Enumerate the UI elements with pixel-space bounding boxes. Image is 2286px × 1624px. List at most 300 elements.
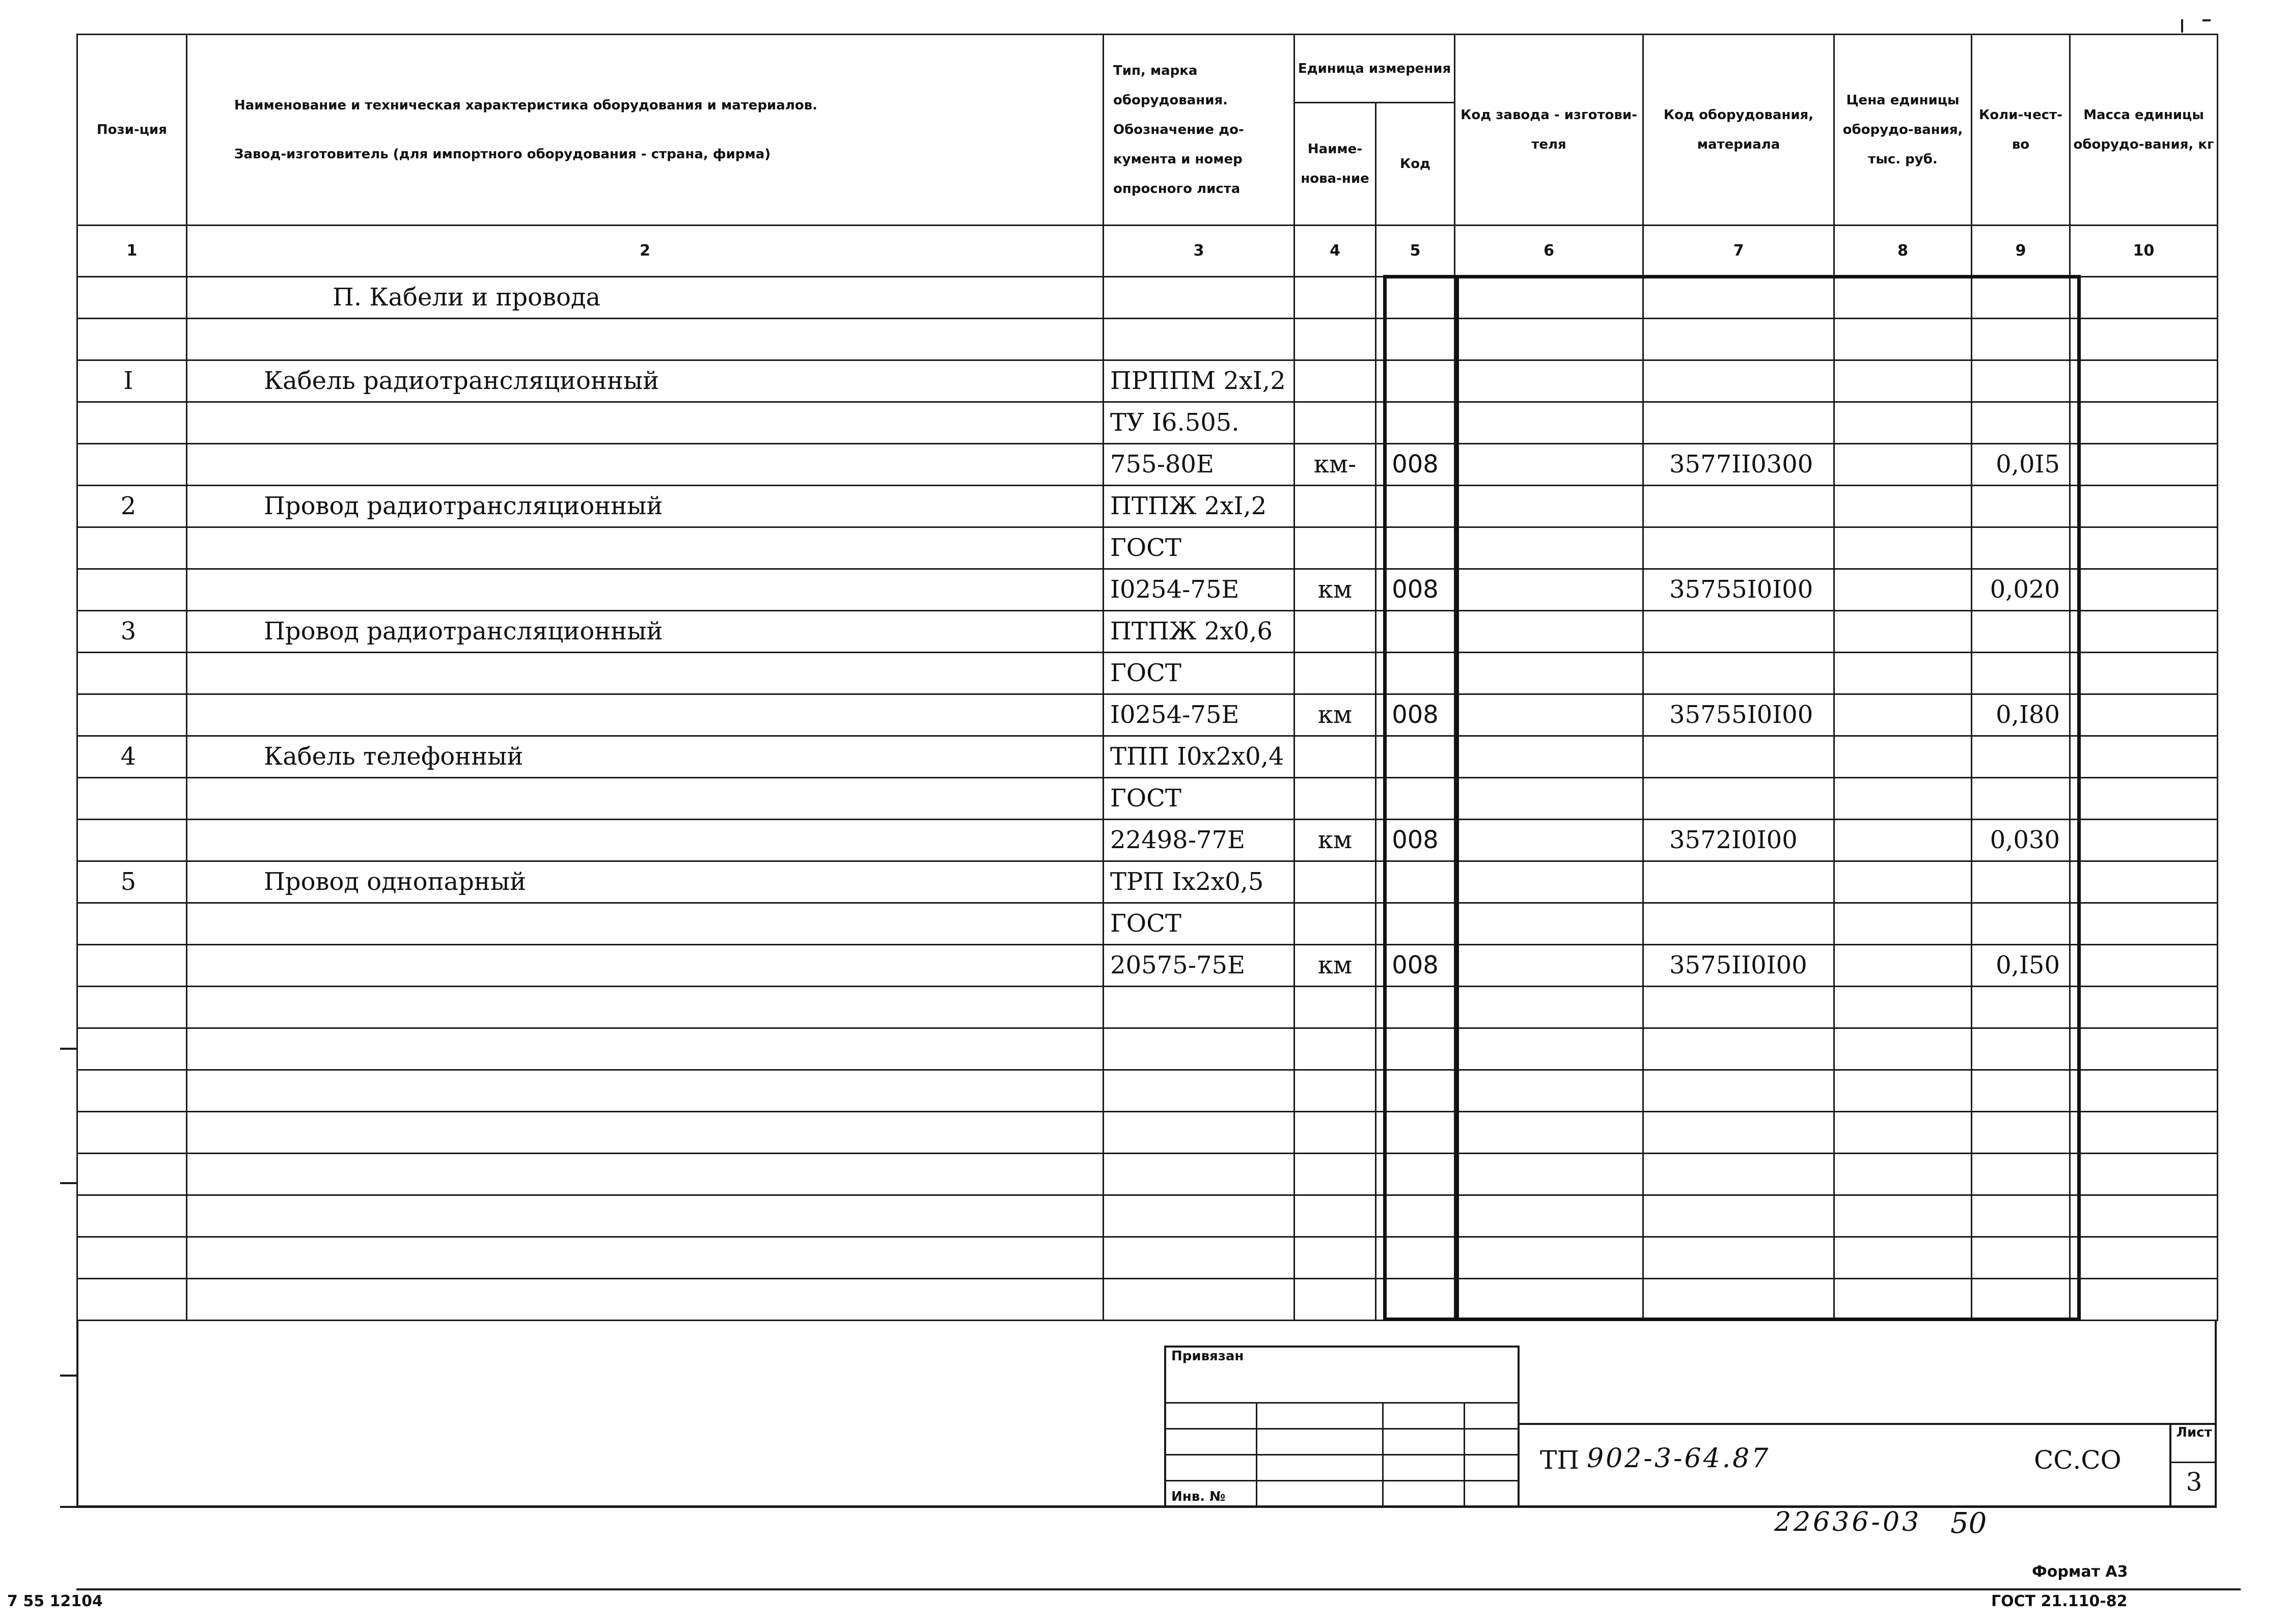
- row-mass: [2070, 778, 2218, 820]
- row-plant-code: [1455, 694, 1643, 736]
- row-unit-code: 008: [1376, 569, 1455, 611]
- column-number: 1: [77, 226, 187, 277]
- row-unit: км: [1295, 820, 1376, 861]
- row-unit-code: 008: [1376, 694, 1455, 736]
- row-mass: [2070, 736, 2218, 778]
- row-quantity: [1972, 736, 2070, 778]
- print-code: 7 55 12104: [7, 1592, 103, 1610]
- table-row: [77, 319, 2218, 360]
- row-unit-code: [1376, 987, 1455, 1028]
- row-unit: км: [1295, 945, 1376, 987]
- row-mass: [2070, 987, 2218, 1028]
- row-type: ТРП Iх2х0,5: [1104, 861, 1295, 903]
- row-plant-code: [1455, 987, 1643, 1028]
- header-unit-code: Код: [1376, 103, 1455, 226]
- row-unit: [1295, 653, 1376, 694]
- row-unit-code: [1376, 277, 1455, 319]
- row-equipment-code: [1643, 486, 1834, 527]
- row-position: [77, 945, 187, 987]
- sheet-box: [2169, 1423, 2217, 1508]
- row-position: [77, 1237, 187, 1279]
- row-type: I0254-75Е: [1104, 694, 1295, 736]
- row-plant-code: [1455, 402, 1643, 444]
- row-equipment-code: [1643, 611, 1834, 653]
- row-unit-code: [1376, 1112, 1455, 1154]
- row-type: 20575-75Е: [1104, 945, 1295, 987]
- row-quantity: [1972, 1070, 2070, 1112]
- row-plant-code: [1455, 319, 1643, 360]
- row-unit: [1295, 527, 1376, 569]
- table-row: [77, 1279, 2218, 1321]
- stamp-line: [1256, 1402, 1257, 1505]
- table-row: [77, 402, 2218, 444]
- row-unit-code: [1376, 736, 1455, 778]
- row-position: I: [77, 360, 187, 402]
- row-mass: [2070, 1237, 2218, 1279]
- row-type: ПРППМ 2хI,2: [1104, 360, 1295, 402]
- table-row: [77, 1195, 2218, 1237]
- row-mass: [2070, 945, 2218, 987]
- row-position: 2: [77, 486, 187, 527]
- row-position: [77, 1028, 187, 1070]
- row-type: [1104, 319, 1295, 360]
- row-mass: [2070, 527, 2218, 569]
- row-price: [1834, 1195, 1972, 1237]
- row-position: [77, 1154, 187, 1195]
- row-unit: [1295, 277, 1376, 319]
- column-number: 5: [1376, 226, 1455, 277]
- table-row: [77, 277, 2218, 319]
- row-equipment-code: [1643, 653, 1834, 694]
- row-plant-code: [1455, 903, 1643, 945]
- row-type: ПТПЖ 2хI,2: [1104, 486, 1295, 527]
- row-price: [1834, 694, 1972, 736]
- row-plant-code: [1455, 820, 1643, 861]
- header-name-line2: Завод-изготовитель (для импортного оборудования - страна, фирма): [234, 147, 771, 162]
- row-name: Провод радиотрансляционный: [187, 486, 1104, 527]
- row-position: [77, 319, 187, 360]
- row-mass: [2070, 1195, 2218, 1237]
- row-type: [1104, 277, 1295, 319]
- row-mass: [2070, 1070, 2218, 1112]
- header-type: Тип, марка оборудования. Обозначение до-кумента и номер опросного листа: [1104, 35, 1295, 226]
- row-name: [187, 987, 1104, 1028]
- table-row: [77, 1112, 2218, 1154]
- table-row: [77, 527, 2218, 569]
- row-equipment-code: [1643, 1279, 1834, 1321]
- row-quantity: [1972, 1112, 2070, 1154]
- table-row: [77, 569, 2218, 611]
- table-row: [77, 1028, 2218, 1070]
- row-quantity: [1972, 1237, 2070, 1279]
- row-name: [187, 444, 1104, 486]
- row-equipment-code: [1643, 778, 1834, 820]
- table-row: [77, 820, 2218, 861]
- row-plant-code: [1455, 1112, 1643, 1154]
- row-price: [1834, 444, 1972, 486]
- row-equipment-code: 35755I0I00: [1643, 694, 1834, 736]
- row-unit: км: [1295, 694, 1376, 736]
- row-equipment-code: [1643, 277, 1834, 319]
- row-plant-code: [1455, 1028, 1643, 1070]
- stamp-line: [1464, 1402, 1465, 1505]
- row-equipment-code: [1643, 1154, 1834, 1195]
- row-plant-code: [1455, 1279, 1643, 1321]
- row-price: [1834, 861, 1972, 903]
- row-name: [187, 1154, 1104, 1195]
- row-unit-code: [1376, 1154, 1455, 1195]
- row-plant-code: [1455, 778, 1643, 820]
- row-unit: [1295, 1028, 1376, 1070]
- row-position: [77, 1195, 187, 1237]
- row-name: Кабель радиотрансляционный: [187, 360, 1104, 402]
- row-quantity: [1972, 611, 2070, 653]
- row-plant-code: [1455, 486, 1643, 527]
- row-unit-code: [1376, 903, 1455, 945]
- row-name: [187, 1237, 1104, 1279]
- row-price: [1834, 1112, 1972, 1154]
- row-plant-code: [1455, 277, 1643, 319]
- table-row: [77, 987, 2218, 1028]
- row-mass: [2070, 486, 2218, 527]
- row-name: Провод однопарный: [187, 861, 1104, 903]
- row-plant-code: [1455, 569, 1643, 611]
- row-position: [77, 987, 187, 1028]
- row-name: [187, 694, 1104, 736]
- row-price: [1834, 1028, 1972, 1070]
- row-plant-code: [1455, 527, 1643, 569]
- row-position: [77, 277, 187, 319]
- row-type: [1104, 1154, 1295, 1195]
- margin-tick: [60, 1506, 77, 1508]
- header-price: Цена единицы оборудо-вания, тыс. руб.: [1834, 35, 1972, 226]
- row-mass: [2070, 1279, 2218, 1321]
- row-quantity: [1972, 486, 2070, 527]
- row-equipment-code: 35755I0I00: [1643, 569, 1834, 611]
- row-name: [187, 1195, 1104, 1237]
- row-quantity: [1972, 778, 2070, 820]
- table-row: [77, 1154, 2218, 1195]
- row-quantity: 0,030: [1972, 820, 2070, 861]
- row-unit-code: [1376, 402, 1455, 444]
- table-row: [77, 736, 2218, 778]
- header-name-line1: Наименование и техническая характеристика оборудования и материалов.: [234, 98, 818, 113]
- row-quantity: [1972, 987, 2070, 1028]
- row-equipment-code: 3572I0I00: [1643, 820, 1834, 861]
- row-unit-code: [1376, 1070, 1455, 1112]
- column-number-row: [77, 226, 2218, 277]
- row-unit-code: [1376, 360, 1455, 402]
- table-row: [77, 444, 2218, 486]
- row-price: [1834, 736, 1972, 778]
- highlight-divider: [1455, 275, 1459, 1321]
- row-unit-code: [1376, 486, 1455, 527]
- row-quantity: [1972, 402, 2070, 444]
- row-equipment-code: [1643, 319, 1834, 360]
- row-unit-code: [1376, 1195, 1455, 1237]
- row-equipment-code: [1643, 527, 1834, 569]
- row-price: [1834, 987, 1972, 1028]
- row-name: [187, 1070, 1104, 1112]
- row-type: ГОСТ: [1104, 778, 1295, 820]
- row-equipment-code: [1643, 736, 1834, 778]
- row-name: [187, 903, 1104, 945]
- row-plant-code: [1455, 736, 1643, 778]
- row-mass: [2070, 1112, 2218, 1154]
- row-name: [187, 1028, 1104, 1070]
- column-number: 9: [1972, 226, 2070, 277]
- row-position: [77, 694, 187, 736]
- margin-tick: [60, 1375, 77, 1377]
- row-unit: [1295, 1112, 1376, 1154]
- row-equipment-code: [1643, 1237, 1834, 1279]
- row-quantity: [1972, 360, 2070, 402]
- row-unit-code: 008: [1376, 945, 1455, 987]
- row-unit: [1295, 1279, 1376, 1321]
- row-equipment-code: [1643, 360, 1834, 402]
- row-unit-code: [1376, 653, 1455, 694]
- row-quantity: [1972, 903, 2070, 945]
- row-quantity: 0,I50: [1972, 945, 2070, 987]
- row-equipment-code: [1643, 402, 1834, 444]
- row-plant-code: [1455, 1237, 1643, 1279]
- row-equipment-code: [1643, 1112, 1834, 1154]
- row-plant-code: [1455, 444, 1643, 486]
- row-price: [1834, 1154, 1972, 1195]
- row-price: [1834, 277, 1972, 319]
- row-unit: км-: [1295, 444, 1376, 486]
- row-type: ТУ I6.505.: [1104, 402, 1295, 444]
- row-unit: [1295, 1070, 1376, 1112]
- table-row: [77, 486, 2218, 527]
- column-number: 8: [1834, 226, 1972, 277]
- row-price: [1834, 778, 1972, 820]
- row-type: ПТПЖ 2х0,6: [1104, 611, 1295, 653]
- row-unit-code: 008: [1376, 444, 1455, 486]
- row-price: [1834, 360, 1972, 402]
- row-mass: [2070, 444, 2218, 486]
- format-label: Формат А3: [2032, 1563, 2128, 1581]
- doc-number: 902-3-64.87: [1587, 1443, 1771, 1474]
- row-type: ГОСТ: [1104, 903, 1295, 945]
- column-number: 4: [1295, 226, 1376, 277]
- row-unit-code: [1376, 1237, 1455, 1279]
- row-unit: км: [1295, 569, 1376, 611]
- row-name: [187, 945, 1104, 987]
- row-name: Кабель телефонный: [187, 736, 1104, 778]
- row-price: [1834, 945, 1972, 987]
- header-quantity: Коли-чест-во: [1972, 35, 2070, 226]
- row-type: [1104, 1112, 1295, 1154]
- row-position: [77, 1070, 187, 1112]
- row-price: [1834, 653, 1972, 694]
- row-unit-code: [1376, 778, 1455, 820]
- row-unit: [1295, 861, 1376, 903]
- row-unit: [1295, 736, 1376, 778]
- row-quantity: [1972, 1279, 2070, 1321]
- row-price: [1834, 820, 1972, 861]
- row-name: [187, 569, 1104, 611]
- row-position: [77, 1279, 187, 1321]
- row-price: [1834, 611, 1972, 653]
- row-name: [187, 820, 1104, 861]
- row-equipment-code: [1643, 987, 1834, 1028]
- table-row: [77, 1070, 2218, 1112]
- row-name: П. Кабели и провода: [187, 277, 1104, 319]
- row-quantity: [1972, 277, 2070, 319]
- row-name: [187, 778, 1104, 820]
- row-unit-code: [1376, 319, 1455, 360]
- row-position: 3: [77, 611, 187, 653]
- row-position: [77, 402, 187, 444]
- attachment-stamp: [1164, 1346, 1520, 1507]
- attached-label: Привязан: [1171, 1349, 1244, 1364]
- row-position: [77, 778, 187, 820]
- row-position: [77, 569, 187, 611]
- standard-label: ГОСТ 21.110-82: [1991, 1592, 2128, 1610]
- row-quantity: [1972, 319, 2070, 360]
- row-price: [1834, 402, 1972, 444]
- row-price: [1834, 569, 1972, 611]
- row-type: I0254-75Е: [1104, 569, 1295, 611]
- row-type: [1104, 1028, 1295, 1070]
- row-position: [77, 653, 187, 694]
- row-mass: [2070, 1028, 2218, 1070]
- specification-body: [77, 277, 2218, 1321]
- row-mass: [2070, 611, 2218, 653]
- row-mass: [2070, 277, 2218, 319]
- row-equipment-code: [1643, 1070, 1834, 1112]
- column-number: 7: [1643, 226, 1834, 277]
- row-position: 4: [77, 736, 187, 778]
- row-unit: [1295, 903, 1376, 945]
- row-quantity: [1972, 1195, 2070, 1237]
- header-plant-code: Код завода - изготови-теля: [1455, 35, 1643, 226]
- row-unit-code: [1376, 1279, 1455, 1321]
- row-quantity: [1972, 1028, 2070, 1070]
- stamp-line: [1382, 1402, 1384, 1505]
- row-type: ТПП I0х2х0,4: [1104, 736, 1295, 778]
- row-plant-code: [1455, 1195, 1643, 1237]
- title-block: [1520, 1423, 2217, 1508]
- column-number: 10: [2070, 226, 2218, 277]
- row-unit-code: 008: [1376, 820, 1455, 861]
- row-unit-code: [1376, 861, 1455, 903]
- row-plant-code: [1455, 1154, 1643, 1195]
- row-unit: [1295, 1154, 1376, 1195]
- row-position: 5: [77, 861, 187, 903]
- header-row: [77, 35, 2218, 103]
- row-equipment-code: [1643, 1028, 1834, 1070]
- row-type: 755-80Е: [1104, 444, 1295, 486]
- row-equipment-code: [1643, 1195, 1834, 1237]
- table-row: [77, 1237, 2218, 1279]
- column-number: 3: [1104, 226, 1295, 277]
- row-price: [1834, 1237, 1972, 1279]
- row-mass: [2070, 694, 2218, 736]
- column-number: 6: [1455, 226, 1643, 277]
- table-row: [77, 360, 2218, 402]
- row-price: [1834, 1070, 1972, 1112]
- row-type: 22498-77Е: [1104, 820, 1295, 861]
- row-plant-code: [1455, 653, 1643, 694]
- row-equipment-code: [1643, 861, 1834, 903]
- row-plant-code: [1455, 861, 1643, 903]
- specification-table: [76, 34, 2218, 1321]
- row-mass: [2070, 653, 2218, 694]
- sheet-number: 3: [2171, 1462, 2217, 1497]
- archive-number: 22636-03: [1774, 1507, 1922, 1537]
- table-row: [77, 694, 2218, 736]
- row-type: ГОСТ: [1104, 653, 1295, 694]
- row-plant-code: [1455, 945, 1643, 987]
- row-quantity: 0,020: [1972, 569, 2070, 611]
- row-quantity: [1972, 527, 2070, 569]
- column-number: 2: [187, 226, 1104, 277]
- row-plant-code: [1455, 611, 1643, 653]
- row-equipment-code: 3575II0I00: [1643, 945, 1834, 987]
- header-name: [187, 35, 1104, 226]
- row-position: [77, 527, 187, 569]
- table-row: [77, 778, 2218, 820]
- row-type: [1104, 1195, 1295, 1237]
- row-position: [77, 820, 187, 861]
- margin-tick: [60, 1182, 77, 1184]
- row-quantity: [1972, 861, 2070, 903]
- row-name: [187, 402, 1104, 444]
- row-name: [187, 1112, 1104, 1154]
- table-row: [77, 903, 2218, 945]
- doc-prefix: ТП: [1540, 1445, 1579, 1475]
- sheet-label: Лист: [2176, 1425, 2212, 1440]
- row-mass: [2070, 820, 2218, 861]
- row-unit: [1295, 1195, 1376, 1237]
- row-unit-code: [1376, 1028, 1455, 1070]
- row-quantity: 0,0I5: [1972, 444, 2070, 486]
- header-unit-group: Единица измерения: [1295, 35, 1455, 103]
- header-mass: Масса единицы оборудо-вания, кг: [2070, 35, 2218, 226]
- row-unit-code: [1376, 527, 1455, 569]
- row-mass: [2070, 861, 2218, 903]
- doc-code: СС.СО: [2034, 1445, 2122, 1475]
- row-price: [1834, 1279, 1972, 1321]
- row-type: [1104, 987, 1295, 1028]
- row-price: [1834, 527, 1972, 569]
- row-type: [1104, 1237, 1295, 1279]
- row-unit-code: [1376, 611, 1455, 653]
- row-mass: [2070, 903, 2218, 945]
- row-name: [187, 319, 1104, 360]
- row-unit: [1295, 778, 1376, 820]
- row-quantity: 0,I80: [1972, 694, 2070, 736]
- row-price: [1834, 319, 1972, 360]
- row-unit: [1295, 402, 1376, 444]
- row-unit: [1295, 319, 1376, 360]
- row-position: [77, 444, 187, 486]
- corner-mark: [2202, 19, 2211, 21]
- row-mass: [2070, 319, 2218, 360]
- row-unit: [1295, 1237, 1376, 1279]
- row-type: [1104, 1070, 1295, 1112]
- header-equipment-code: Код оборудования, материала: [1643, 35, 1834, 226]
- row-name: [187, 1279, 1104, 1321]
- row-position: [77, 1112, 187, 1154]
- table-row: [77, 945, 2218, 987]
- row-position: [77, 903, 187, 945]
- footer-line: [76, 1588, 2241, 1590]
- row-mass: [2070, 402, 2218, 444]
- row-mass: [2070, 1154, 2218, 1195]
